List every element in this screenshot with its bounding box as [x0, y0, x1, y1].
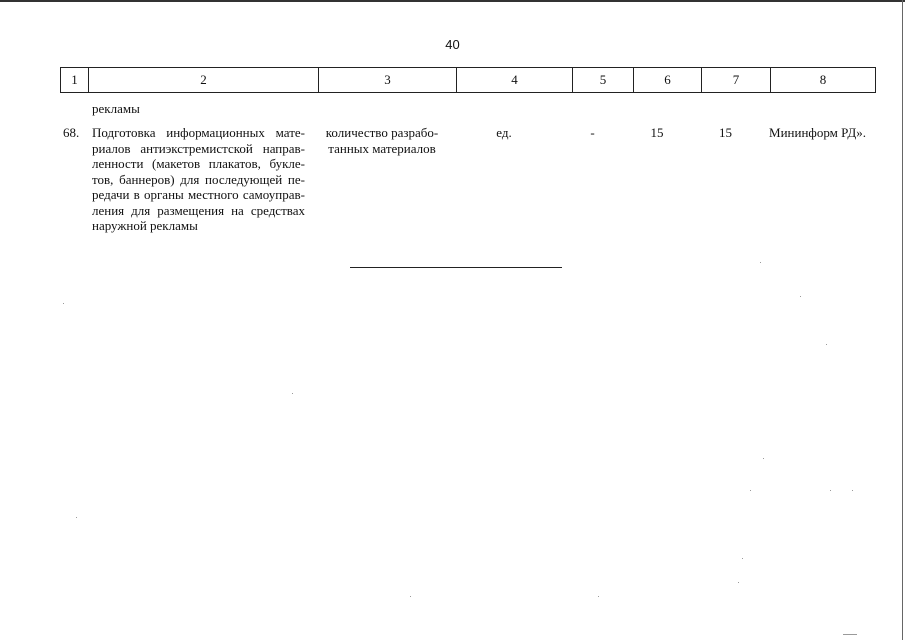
row-col7-value: 15	[719, 125, 732, 140]
page-top-edge	[0, 0, 905, 2]
row-responsible: Мининформ РД».	[769, 125, 866, 140]
scan-speck	[763, 458, 764, 459]
indicator-line: танных материалов	[328, 140, 436, 156]
description-line: редачи в органы местного самоуправ-	[92, 187, 305, 202]
column-header-5: 5	[573, 68, 634, 93]
column-header-2: 2	[89, 68, 319, 93]
indicator-line: количество разрабо-	[325, 125, 439, 140]
row-number: 68.	[63, 125, 80, 140]
scan-speck	[76, 517, 77, 518]
continued-text: рекламы	[92, 101, 140, 116]
row-col6-value: 15	[650, 125, 664, 140]
end-of-table-rule	[350, 267, 562, 268]
scan-speck	[852, 490, 853, 491]
scan-speck	[598, 596, 599, 597]
scan-speck	[738, 582, 739, 583]
column-header-1: 1	[61, 68, 89, 93]
column-header-7: 7	[702, 68, 771, 93]
row-unit: ед.	[496, 125, 512, 140]
scan-speck	[410, 596, 411, 597]
scan-speck	[826, 344, 827, 345]
scan-speck	[843, 634, 857, 635]
description-line: ленности (макетов плакатов, букле-	[92, 156, 305, 171]
scan-speck	[292, 393, 293, 394]
column-header-8: 8	[771, 68, 876, 93]
scan-speck	[760, 262, 761, 263]
page-right-edge	[902, 0, 903, 640]
scan-speck	[63, 303, 64, 304]
description-line: Подготовка информационных мате-	[92, 125, 305, 140]
scan-speck	[830, 490, 831, 491]
description-line: ления для размещения на средствах	[92, 202, 305, 218]
column-header-3: 3	[319, 68, 457, 93]
description-line: тов, баннеров) для последующей пе-	[92, 171, 305, 187]
column-header-6: 6	[634, 68, 702, 93]
column-number-header	[60, 67, 876, 93]
scan-speck	[750, 490, 751, 491]
row-description	[92, 125, 305, 234]
row-indicator	[318, 125, 446, 156]
description-line: наружной рекламы	[92, 218, 198, 233]
scan-speck	[742, 558, 743, 559]
row-col5-value: -	[590, 125, 595, 140]
description-line: риалов антиэкстремистской направ-	[92, 140, 305, 156]
column-header-4: 4	[457, 68, 573, 93]
scan-speck	[800, 296, 801, 297]
page-number: 40	[445, 37, 460, 52]
